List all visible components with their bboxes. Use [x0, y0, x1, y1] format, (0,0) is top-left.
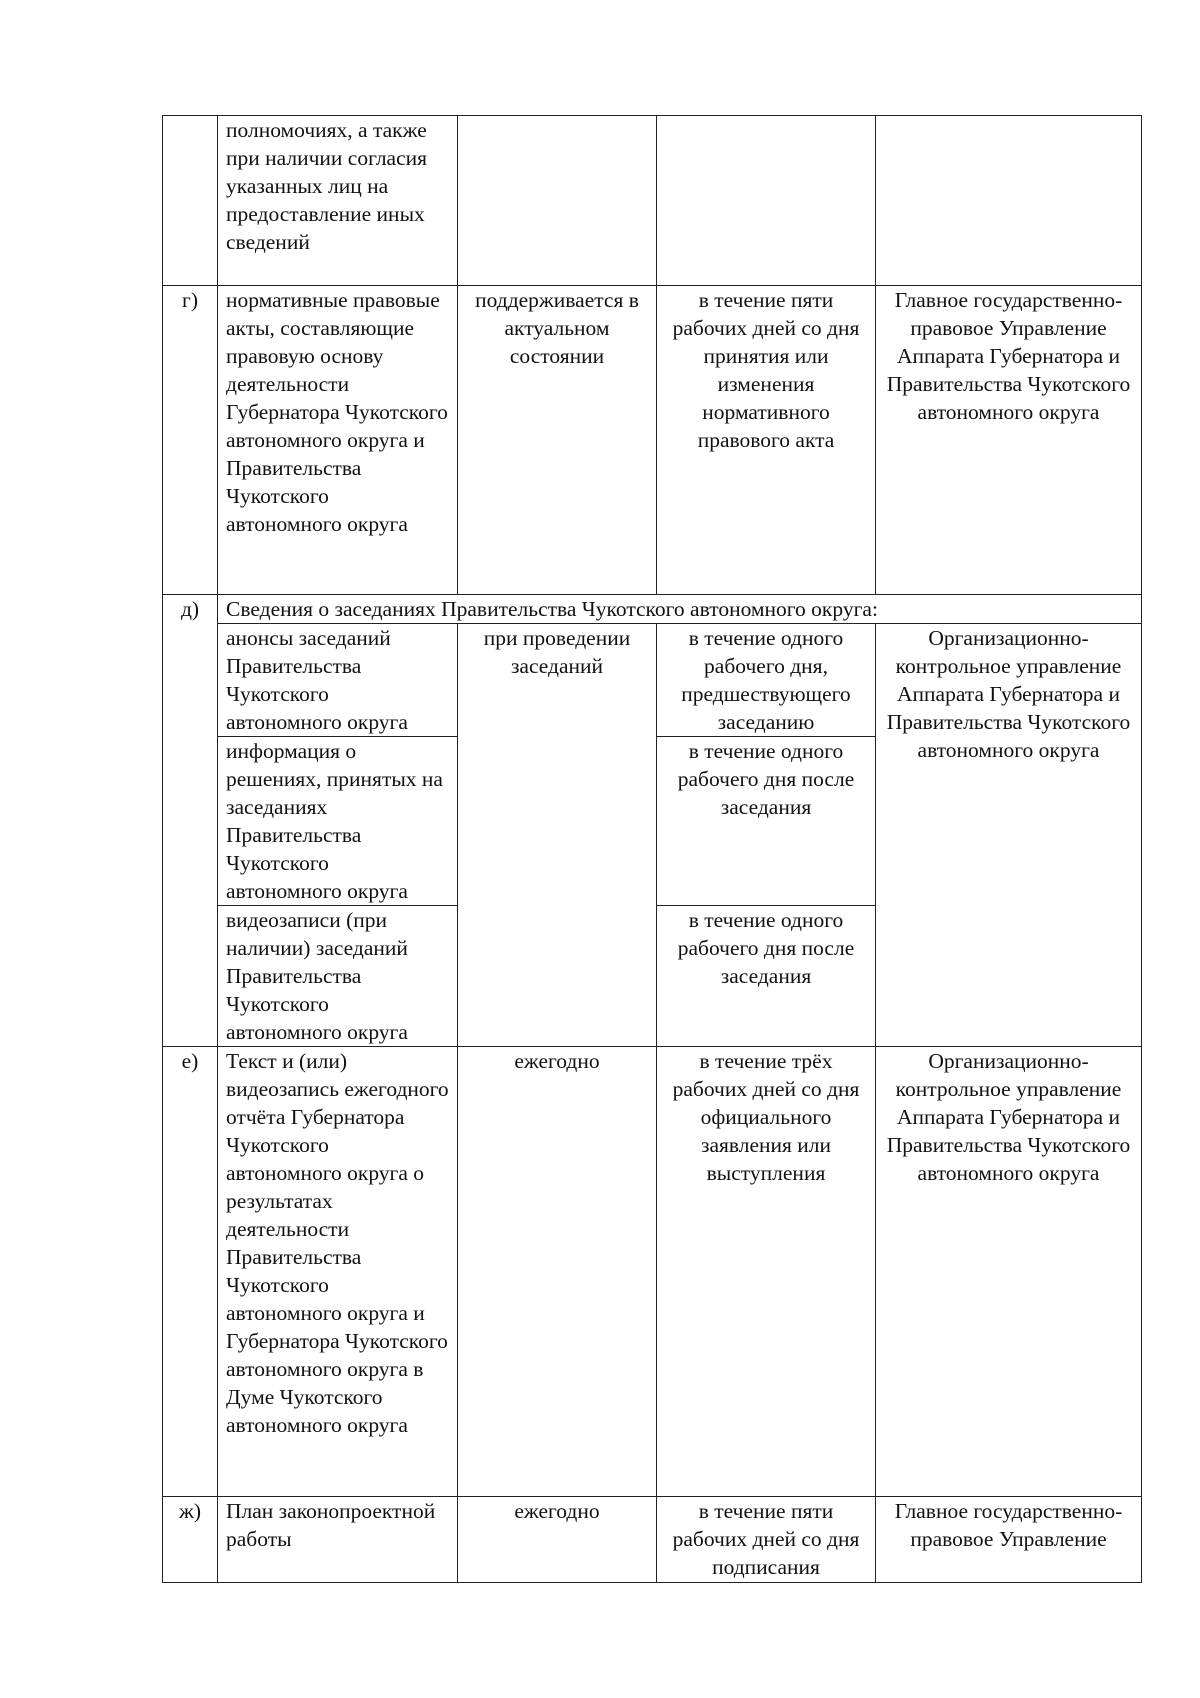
- responsible-unit: Организационно-контрольное управление Аппарата Губернатора и Правительства Чукотского автономного округа: [876, 624, 1142, 1047]
- responsible-unit: Главное государственно-правовое Управление Аппарата Губернатора и Правительства Чукотского автономного округа: [876, 286, 1142, 595]
- publication-term: в течение одного рабочего дня после заседания: [657, 906, 876, 1047]
- publication-term: в течение одного рабочего дня, предшествующего заседанию: [657, 624, 876, 737]
- responsible-unit: Организационно-контрольное управление Аппарата Губернатора и Правительства Чукотского автономного округа: [876, 1047, 1142, 1497]
- row-number: е): [163, 1047, 218, 1497]
- responsible-unit: Главное государственно-правовое Управление: [876, 1497, 1142, 1583]
- table-row-continuation: [163, 116, 1142, 286]
- publication-term: [657, 116, 876, 286]
- update-period: ежегодно: [458, 1497, 657, 1583]
- publication-term: в течение одного рабочего дня после заседания: [657, 737, 876, 906]
- row-number: ж): [163, 1497, 218, 1583]
- table-row-zh: [163, 1497, 1142, 1583]
- update-period: [458, 116, 657, 286]
- info-description: анонсы заседаний Правительства Чукотского автономного округа: [218, 624, 458, 737]
- row-number: г): [163, 286, 218, 595]
- table-row-e: [163, 1047, 1142, 1497]
- update-period: поддерживается в актуальном состоянии: [458, 286, 657, 595]
- publication-term: в течение пяти рабочих дней со дня принятия или изменения нормативного правового акта: [657, 286, 876, 595]
- info-description: План законопроектной работы: [218, 1497, 458, 1583]
- info-description: полномочиях, а также при наличии согласия указанных лиц на предоставление иных сведений: [218, 116, 458, 286]
- info-description: Текст и (или) видеозапись ежегодного отчёта Губернатора Чукотского автономного округа о результатах деятельности Правительства Чукотского автономного округа и Губернатора Чукотского автономного округа в Думе Чукотского автономного округа: [218, 1047, 458, 1497]
- info-description: информация о решениях, принятых на заседаниях Правительства Чукотского автономного округа: [218, 737, 458, 906]
- info-description: нормативные правовые акты, составляющие правовую основу деятельности Губернатора Чукотского автономного округа и Правительства Чукотского автономного округа: [218, 286, 458, 595]
- row-number: д): [163, 595, 218, 1047]
- table-row-d-item: [163, 624, 1142, 737]
- publication-term: в течение трёх рабочих дней со дня официального заявления или выступления: [657, 1047, 876, 1497]
- table-row-g: [163, 286, 1142, 595]
- publication-term: в течение пяти рабочих дней со дня подписания: [657, 1497, 876, 1583]
- table-row-d-header: [163, 595, 1142, 624]
- update-period: ежегодно: [458, 1047, 657, 1497]
- document-table: [162, 115, 1142, 1583]
- section-header: Сведения о заседаниях Правительства Чукотского автономного округа:: [218, 595, 1142, 624]
- info-description: видеозаписи (при наличии) заседаний Правительства Чукотского автономного округа: [218, 906, 458, 1047]
- row-number: [163, 116, 218, 286]
- responsible-unit: [876, 116, 1142, 286]
- update-period: при проведении заседаний: [458, 624, 657, 1047]
